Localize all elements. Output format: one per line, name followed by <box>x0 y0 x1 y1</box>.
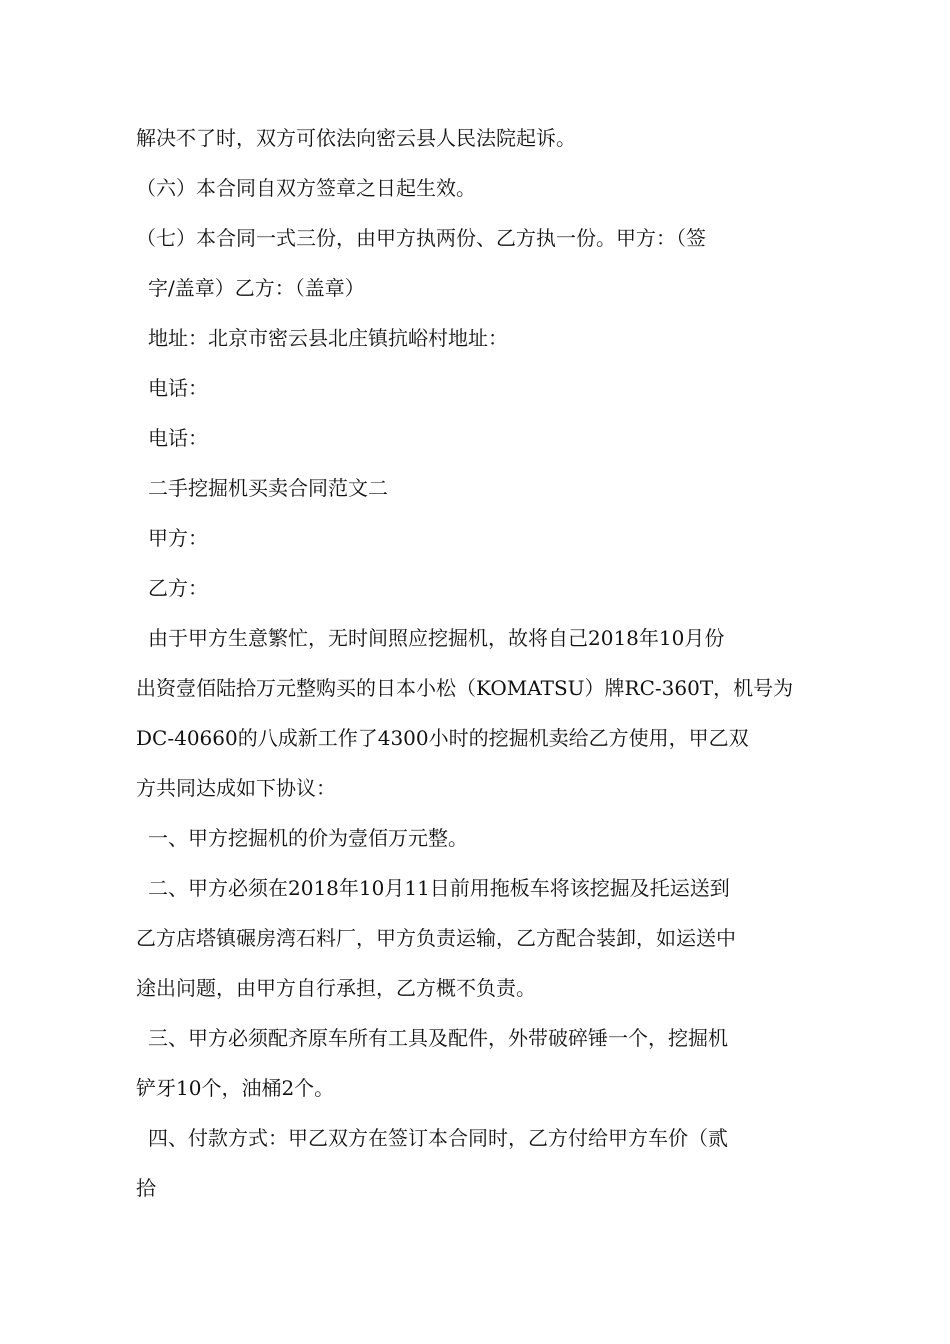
text-line: 电话： <box>148 426 208 450</box>
text-line: 出资壹佰陆拾万元整购买的日本小松（KOMATSU）牌RC-360T，机号为 <box>136 676 794 700</box>
section-title: 二手挖掘机买卖合同范文二 <box>148 476 388 500</box>
text-line: 由于甲方生意繁忙，无时间照应挖掘机，故将自己2018年10月份 <box>148 626 725 650</box>
text-line: 字/盖章）乙方：（盖章） <box>148 276 365 300</box>
text-line: 途出问题，由甲方自行承担，乙方概不负责。 <box>136 976 536 1000</box>
text-line: 一、甲方挖掘机的价为壹佰万元整。 <box>148 826 468 850</box>
text-line: 乙方店塔镇碾房湾石料厂，甲方负责运输，乙方配合装卸，如运送中 <box>136 926 736 950</box>
text-line: 地址：北京市密云县北庄镇抗峪村地址： <box>148 326 508 350</box>
text-line: 铲牙10个，油桶2个。 <box>136 1076 335 1100</box>
text-line: （七）本合同一式三份，由甲方执两份、乙方执一份。甲方：（签 <box>136 226 706 250</box>
text-line: 四、付款方式：甲乙双方在签订本合同时，乙方付给甲方车价（贰 <box>148 1126 728 1150</box>
text-line: 二、甲方必须在2018年10月11日前用拖板车将该挖掘及托运送到 <box>148 876 730 900</box>
text-line: 拾 <box>136 1176 156 1200</box>
text-line: DC-40660的八成新工作了4300小时的挖掘机卖给乙方使用，甲乙双 <box>136 726 749 750</box>
text-line: 解决不了时，双方可依法向密云县人民法院起诉。 <box>136 126 576 150</box>
text-line: （六）本合同自双方签章之日起生效。 <box>136 176 476 200</box>
text-line: 甲方： <box>148 526 208 550</box>
text-line: 乙方： <box>148 576 208 600</box>
text-line: 电话： <box>148 376 208 400</box>
text-line: 三、甲方必须配齐原车所有工具及配件，外带破碎锤一个，挖掘机 <box>148 1026 728 1050</box>
text-line: 方共同达成如下协议： <box>136 776 336 800</box>
